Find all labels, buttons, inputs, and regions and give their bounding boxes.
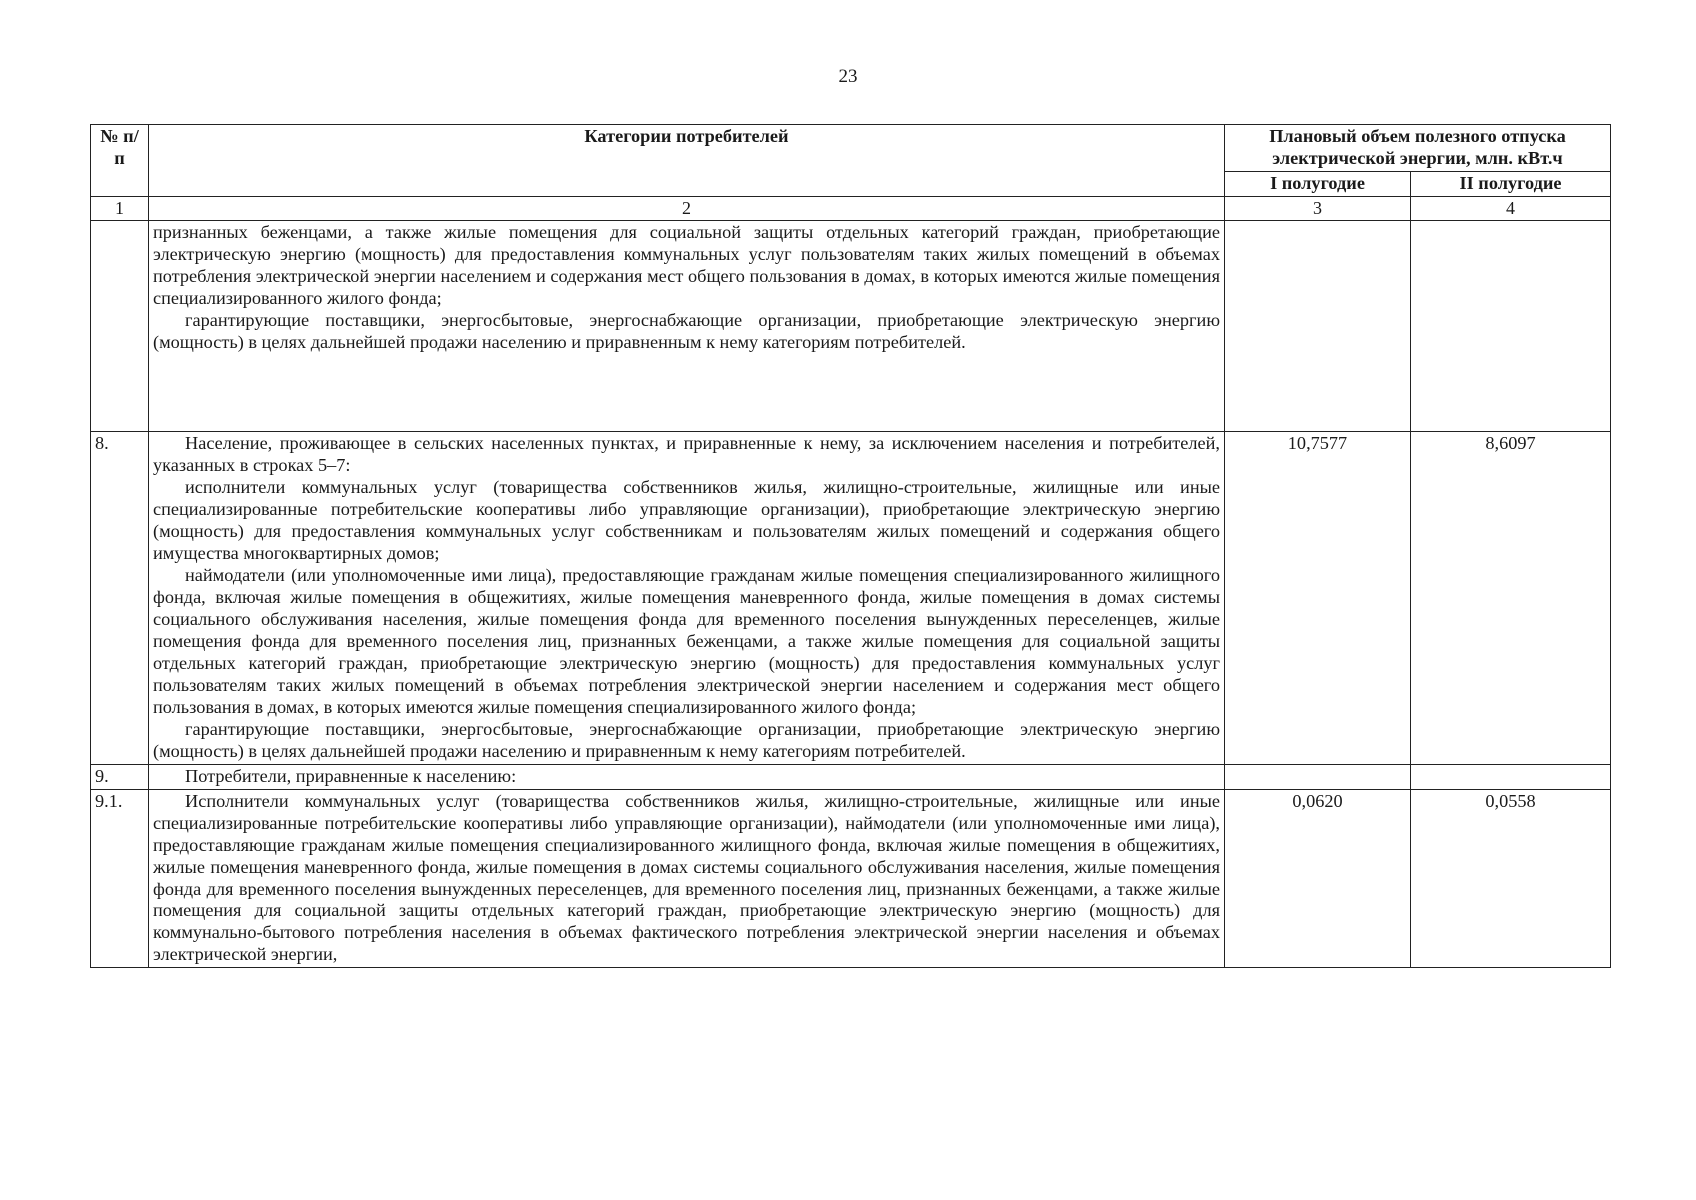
row-half1-value: 0,0620: [1225, 789, 1411, 968]
row-half1-value: 10,7577: [1225, 432, 1411, 764]
row-paragraph: признанных беженцами, а также жилые помещения для социальной защиты отдельных категорий граждан, приобретающие электрическую энергию (мощность) для предоставления коммунальных услуг пользователям таких жилых помещений в объемах потребления электрической энергии населением и содержания мест общего пользования в домах, в которых имеются жилые помещения специализированного жилого фонда;: [153, 222, 1220, 309]
table-row: [91, 221, 1611, 432]
row-category: [149, 764, 1225, 789]
row-category: [149, 789, 1225, 968]
header-row: [91, 125, 1611, 172]
table-row: [91, 789, 1611, 968]
header-volume: Плановый объем полезного отпуска электрической энергии, млн. кВт.ч: [1225, 125, 1611, 172]
row-half2-value: 0,0558: [1411, 789, 1611, 968]
column-number-row: [91, 196, 1611, 221]
row-category: [149, 432, 1225, 764]
header-half2: II полугодие: [1411, 171, 1611, 196]
column-number: 2: [149, 196, 1225, 221]
row-number: 9.1.: [91, 789, 149, 968]
column-number: 4: [1411, 196, 1611, 221]
header-half1: I полугодие: [1225, 171, 1411, 196]
row-paragraph: Население, проживающее в сельских населенных пунктах, и приравненные к нему, за исключением населения и потребителей, указанных в строках 5–7:: [153, 433, 1220, 476]
row-paragraph: исполнители коммунальных услуг (товарищества собственников жилья, жилищно-строительные, жилищные или иные специализированные потребительские кооперативы либо управляющие организации), приобретающие электрическую энергию (мощность) для предоставления коммунальных услуг собственникам и пользователям жилых помещений и содержания общего имущества многоквартирных домов;: [153, 477, 1220, 564]
page-number: 23: [838, 66, 858, 87]
consumption-table: [90, 124, 1611, 968]
row-half2-value: 8,6097: [1411, 432, 1611, 764]
row-half1-value: [1225, 221, 1411, 432]
row-paragraph: Потребители, приравненные к населению:: [185, 765, 517, 786]
row-number: [91, 221, 149, 432]
row-paragraph: гарантирующие поставщики, энергосбытовые, энергоснабжающие организации, приобретающие электрическую энергию (мощность) в целях дальнейшей продажи населению и приравненным к нему категориям потребителей.: [153, 310, 1220, 353]
row-half1-value: [1225, 764, 1411, 789]
table-row: [91, 432, 1611, 764]
header-number: № п/п: [91, 125, 149, 197]
row-half2-value: [1411, 221, 1611, 432]
row-paragraph: наймодатели (или уполномоченные ими лица), предоставляющие гражданам жилые помещения специализированного жилищного фонда, включая жилые помещения в общежитиях, жилые помещения маневренного фонда, жилые помещения в домах системы социального обслуживания населения, жилые помещения фонда для временного поселения вынужденных переселенцев, жилые помещения фонда для временного поселения лиц, признанных беженцами, а также жилые помещения для социальной защиты отдельных категорий граждан, приобретающие электрическую энергию (мощность) для предоставления коммунальных услуг пользователям таких жилых помещений в объемах потребления электрической энергии населением и содержания мест общего пользования в домах, в которых имеются жилые помещения специализированного жилого фонда;: [153, 565, 1220, 717]
table-row: [91, 764, 1611, 789]
row-category: [149, 221, 1225, 432]
row-number: 8.: [91, 432, 149, 764]
column-number: 1: [91, 196, 149, 221]
row-paragraph: Исполнители коммунальных услуг (товарищества собственников жилья, жилищно-строительные, жилищные или иные специализированные потребительские кооперативы либо управляющие организации), наймодатели (или уполномоченные ими лица), предоставляющие гражданам жилые помещения специализированного жилищного фонда, включая жилые помещения в общежитиях, жилые помещения маневренного фонда, жилые помещения в домах системы социального обслуживания населения, жилые помещения фонда для временного поселения вынужденных переселенцев, для временного поселения лиц, признанных беженцами, а также жилые помещения для социальной защиты отдельных категорий граждан, приобретающие электрическую энергию (мощность) для коммунально-бытового потребления населения в объемах фактического потребления электрической энергии населения и объемах электрической энергии,: [153, 790, 1220, 965]
row-number: 9.: [91, 764, 149, 789]
header-category: Категории потребителей: [149, 125, 1225, 197]
row-half2-value: [1411, 764, 1611, 789]
column-number: 3: [1225, 196, 1411, 221]
row-paragraph: гарантирующие поставщики, энергосбытовые, энергоснабжающие организации, приобретающие электрическую энергию (мощность) в целях дальнейшей продажи населению и приравненным к нему категориям потребителей.: [153, 718, 1220, 761]
